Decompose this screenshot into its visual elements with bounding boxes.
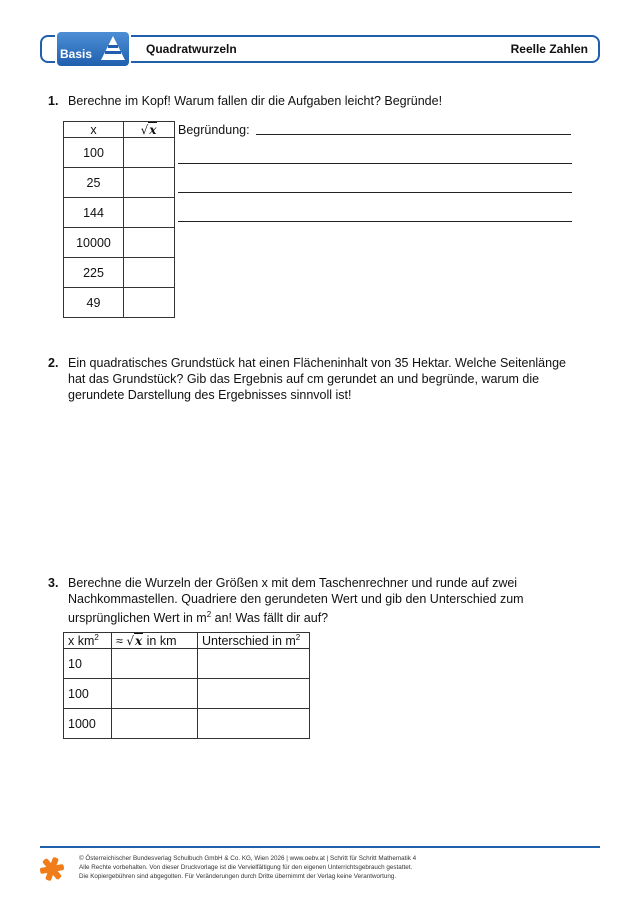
q1-answer-cell[interactable]: [124, 138, 175, 168]
badge-label: Basis: [60, 47, 93, 61]
q3-text: [68, 575, 588, 626]
q3-answer-cell[interactable]: [198, 709, 310, 739]
q3-answer-cell[interactable]: [112, 679, 198, 709]
sqrt-symbol: √x: [126, 633, 143, 648]
q3-col-diff: Unterschied in $m^2$: [198, 633, 310, 649]
reason-line[interactable]: [178, 163, 572, 164]
q1-answer-cell[interactable]: [124, 258, 175, 288]
q1-row-value: 144: [64, 198, 124, 228]
reason-line[interactable]: [178, 221, 572, 222]
reason-label: Begründung:: [178, 123, 250, 137]
q1-answer-cell[interactable]: [124, 168, 175, 198]
q1-row-value: 49: [64, 288, 124, 318]
q1-row-value: 10000: [64, 228, 124, 258]
triangle-level-icon: [100, 34, 126, 62]
footer-rule: [40, 846, 600, 848]
q3-row-value: 10: [64, 649, 112, 679]
q3-answer-cell[interactable]: [198, 649, 310, 679]
q1-number: 1.: [48, 94, 59, 108]
q1-text: Berechne im Kopf! Warum fallen dir die Aufgaben leicht? Begründe!: [68, 94, 443, 108]
q1-answer-cell[interactable]: [124, 228, 175, 258]
q1-col-x: x: [64, 122, 124, 138]
q2-line: gerundete Darstellung des Ergebnisses sinnvoll ist!: [68, 388, 352, 402]
q1-row-value: 225: [64, 258, 124, 288]
q2-line: Ein quadratisches Grundstück hat einen Flächeninhalt von 35 Hektar. Welche Seitenlänge: [68, 356, 566, 370]
q3-line: ursprünglichen Wert in $m^2$ an! Was fällt dir auf?: [68, 610, 329, 626]
q1-table: [63, 121, 175, 318]
q1-answer-cell[interactable]: [124, 198, 175, 228]
q3-col-sqrt: ≈ √x in km: [112, 633, 198, 649]
q3-row-value: 1000: [64, 709, 112, 739]
sqrt-symbol: √x: [140, 122, 157, 137]
q1-answer-cell[interactable]: [124, 288, 175, 318]
publisher-logo-icon: [38, 855, 66, 883]
reason-line[interactable]: [256, 134, 571, 135]
q3-line: Nachkommastellen. Quadriere den gerundeten Wert und gib den Unterschied zum: [68, 592, 524, 606]
q3-line: Berechne die Wurzeln der Größen x mit dem Taschenrechner und runde auf zwei: [68, 576, 518, 590]
q2-line: hat das Grundstück? Gib das Ergebnis auf cm gerundet an und begründe, warum die: [68, 372, 540, 386]
q3-table: [63, 632, 310, 739]
q2-text: [68, 355, 588, 403]
q1-row-value: 25: [64, 168, 124, 198]
q3-answer-cell[interactable]: [112, 709, 198, 739]
q3-col-x: x $km^2$: [64, 633, 112, 649]
section-title: Reelle Zahlen: [510, 42, 588, 56]
page-title: Quadratwurzeln: [146, 42, 237, 56]
q1-row-value: 100: [64, 138, 124, 168]
q3-number: 3.: [48, 576, 59, 590]
q3-answer-cell[interactable]: [112, 649, 198, 679]
footer-line: © Österreichischer Bundesverlag Schulbuch GmbH & Co. KG, Wien 2026 | www.oebv.at | Schritt für Schritt Mathematik 4: [79, 855, 417, 862]
q1-col-sqrt: [124, 122, 175, 138]
footer-text: [79, 854, 579, 881]
footer-line: Die Kopiergebühren sind abgegolten. Für Veränderungen durch Dritte übernimmt der Verlag keine Verantwortung.: [79, 873, 397, 880]
footer-line: Alle Rechte vorbehalten. Von dieser Druckvorlage ist die Vervielfältigung für den eigenen Unterrichtsgebrauch gestattet.: [79, 864, 413, 871]
reason-line[interactable]: [178, 192, 572, 193]
q3-answer-cell[interactable]: [198, 679, 310, 709]
q2-number: 2.: [48, 356, 59, 370]
q3-row-value: 100: [64, 679, 112, 709]
